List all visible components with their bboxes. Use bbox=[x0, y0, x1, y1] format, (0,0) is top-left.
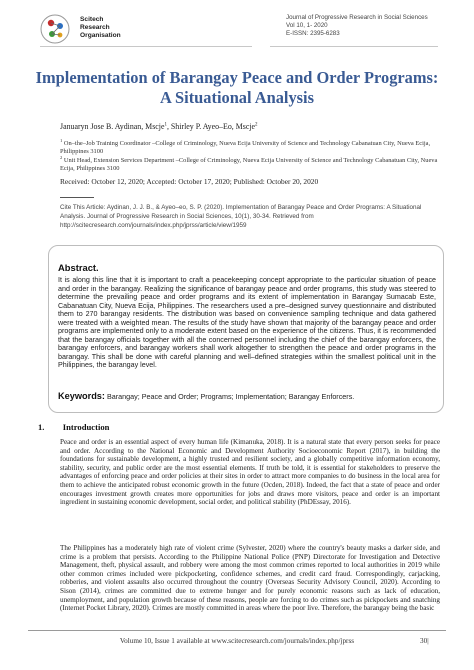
section-title: Introduction bbox=[62, 422, 110, 432]
section-number: 1. bbox=[38, 422, 45, 432]
author-name: Shirley P. Ayeo–Eo, Mscje bbox=[170, 122, 256, 131]
publication-dates: Received: October 12, 2020; Accepted: October 17, 2020; Published: October 20, 2020 bbox=[60, 177, 319, 186]
journal-volume: Vol 10, 1- 2020 bbox=[286, 22, 328, 29]
journal-name: Journal of Progressive Research in Social Sciences bbox=[286, 14, 428, 21]
publisher-line: Research bbox=[80, 24, 110, 31]
author-name: Januaryn Jose B. Aydinan, Mscje bbox=[60, 122, 165, 131]
keywords-label: Keywords: bbox=[58, 391, 105, 401]
footer-text: Volume 10, Issue 1 available at www.scitecresearch.com/journals/index.php/jprss bbox=[119, 637, 355, 645]
paper-title: Implementation of Barangay Peace and Order Programs: A Situational Analysis bbox=[35, 68, 439, 107]
affiliation-text: On–the–Job Training Coordinator –College of Criminology, Nueva Ecija University of Science and Technology Cabanatuan City, Nueva Ecija, Philippines 3100 bbox=[60, 140, 431, 155]
header-divider bbox=[40, 46, 252, 47]
body-paragraph: Peace and order is an essential aspect of every human life (Kimanuka, 2018). It is a natural state that every person seeks for peace and order. According to the National Economic and Development Authority Socioeconomic Report (2017), in building the foundations for sustainable development, a highly trusted and resilient society, and a globally competitive information economy, stability, security, and public order are the most essential elements. If truth be told, it is essential for stakeholders to preserve the advantages of enforcing peace and order policies at their sites in order to attract more companies to do business in the local area for them to achieve the anticipated robust economic growth in the future (Ocden, 2018). Indeed, the fact that a state of peace and order encourages investment growth creates more opportunities for jobs and draws more visitors, peace and order is an important ingredient in sustaining economic development, social order, and political stability (PhDEssay, 2016). bbox=[60, 438, 440, 507]
header-divider bbox=[270, 46, 438, 47]
affiliation-superscript: 2 bbox=[60, 155, 63, 160]
author-superscript: 2 bbox=[255, 122, 258, 128]
journal-issn: E-ISSN: 2395-6283 bbox=[286, 30, 340, 37]
journal-info bbox=[286, 14, 428, 38]
body-paragraph: The Philippines has a moderately high rate of violent crime (Sylvester, 2020) where the country's beauty masks a darker side, and crime is a problem that persists. According to the Philippine National Police (PNP) Directorate for Investigation and Detective Management, theft, physical assault, and robbery were among the most common crimes reported to local authorities in 2019 while other common crimes included were pickpocketing, confidence schemes, and credit card fraud. Correspondingly, carjacking, robberies, and violent assaults also occurred throughout the country (Overseas Security Advisory Council, 2020). According to Sison (2014), crimes are committed due to extreme hunger and for purely economic reasons such as lack of education, unemployment, and population growth because of these reasons, people are forcing to do crimes such as pickpockets and snatching (Internet Pocket Library, 2020). Crimes are mostly committed in areas where the poor live. Therefore, the barangay being the basic bbox=[60, 544, 440, 613]
author-superscript: 1 bbox=[164, 122, 167, 128]
page-number: 30| bbox=[420, 637, 429, 645]
keywords-line bbox=[58, 391, 438, 401]
abstract-text: It is along this line that it is important to craft a peacekeeping concept appropriate to the particular situation of peace and order in the barangay. Realizing the significance of barangay peace and order programs, this study was steered to determine the prevailing peace and order programs and its extent of implementation in Barangay Sumacab Este, Cabanatuan City, Nueva Ecija, Philippines. The researchers used a pre–designed survey questionnaire and distributed them to 270 barangay residents. The distribution was based on convenience sampling technique and data gathered were treated with a weighted mean. The results of the study have shown that majority of the barangay peace and order programs are implemented only to a moderate extent based on the experience of the citizens. Thus, it is recommended that the barangay officials together with all the concerned personnel including the chief of the barangay enforcers, the barangay enforcers, and barangay workers shall work altogether to strengthen the peace and order programs in the barangay. This shall be done with careful planning and well–defined strategies within the smallest political unit in the Philippines, the barangay level. bbox=[58, 276, 436, 370]
abstract-heading: Abstract. bbox=[58, 262, 99, 273]
affiliation-superscript: 1 bbox=[60, 138, 63, 143]
publisher-line: Organisation bbox=[80, 32, 121, 39]
publisher-logo-icon bbox=[40, 14, 70, 44]
section-heading-introduction bbox=[38, 422, 109, 432]
affiliation bbox=[60, 154, 440, 172]
publisher-line: Scitech bbox=[80, 16, 104, 23]
keywords-text: Barangay; Peace and Order; Programs; Implementation; Barangay Enforcers. bbox=[106, 392, 355, 401]
citation-text: Cite This Article: Aydinan, J. J. B., & Ayeo–eo, S. P. (2020). Implementation of Barangay Peace and Order Programs: A Situational Analysis. Journal of Progressive Research in Social Sciences, 10(1), 30-34. Retrieved from http://scitecresearch.com/journals/index.php/jprss/article/view/1959 bbox=[60, 204, 422, 229]
citation-divider bbox=[60, 197, 94, 198]
author-line: Januaryn Jose B. Aydinan, Mscje$^1$, Shirley P. Ayeo–Eo, Mscje$^2$ bbox=[60, 122, 258, 131]
affiliation-text: Unit Head, Extension Services Department –College of Criminology, Nueva Ecija University of Science and Technology Cabanatuan City, Nueva Ecija, Philippines 3100 bbox=[60, 157, 438, 172]
publisher-name bbox=[80, 16, 121, 40]
affiliation bbox=[60, 137, 440, 155]
footer-divider bbox=[28, 630, 446, 631]
